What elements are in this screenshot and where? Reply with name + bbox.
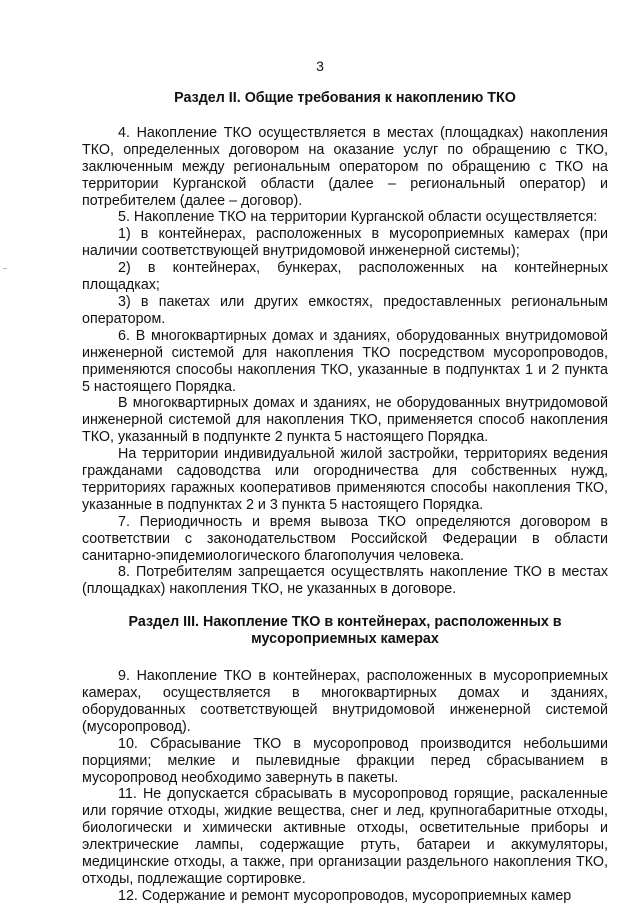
paragraph-6-continued-1: В многоквартирных домах и зданиях, не оборудованных внутридомовой инженерной системой для накопления ТКО, применяется способ накопления ТКО, указанный в подпункте 2 пункта 5 настоящего Порядка. [82, 395, 608, 446]
paragraph-6-continued-2: На территории индивидуальной жилой застройки, территориях ведения гражданами садоводства или огородничества для собственных нужд, территориях гаражных кооперативов применяются способы накопления ТКО, указанные в подпунктах 2 и 3 пункта 5 настоящего Порядка. [82, 446, 608, 513]
paragraph-4: 4. Накопление ТКО осуществляется в местах (площадках) накопления ТКО, определенных договором на оказание услуг по обращению с ТКО, заключенным между региональным оператором по обращению с ТКО на территории Курганской области (далее – региональный оператор) и потребителем (далее – договор). [82, 124, 608, 209]
paragraph-8: 8. Потребителям запрещается осуществлять накопление ТКО в местах (площадках) накопления ТКО, не указанных в договоре. [82, 564, 608, 598]
paragraph-10: 10. Сбрасывание ТКО в мусоропровод производится небольшими порциями; мелкие и пылевидные фракции перед сбрасыванием в мусоропровод необходимо завернуть в пакеты. [82, 735, 608, 786]
paragraph-5: 5. Накопление ТКО на территории Курганской области осуществляется: [118, 209, 598, 226]
paragraph-5-item-1: 1) в контейнерах, расположенных в мусороприемных камерах (при наличии соответствующей внутридомовой инженерной системы); [82, 226, 608, 260]
paragraph-5-item-3: 3) в пакетах или других емкостях, предоставленных региональным оператором. [82, 293, 608, 327]
paragraph-9: 9. Накопление ТКО в контейнерах, расположенных в мусороприемных камерах, осуществляется в многоквартирных домах и зданиях, оборудованных соответствующей внутридомовой инженерной системой (мусоропровод). [82, 668, 608, 735]
section-3-heading [82, 614, 608, 648]
paragraph-6: 6. В многоквартирных домах и зданиях, оборудованных внутридомовой инженерной системой для накопления ТКО посредством мусоропроводов, применяются способы накопления ТКО, указанные в подпунктах 1 и 2 пункта 5 настоящего Порядка. [82, 327, 608, 395]
paragraph-11: 11. Не допускается сбрасывать в мусоропровод горящие, раскаленные или горячие отходы, жидкие вещества, снег и лед, крупногабаритные отходы, биологически и химически активные отходы, осветительные приборы и электрические лампы, содержащие ртуть, батареи и аккумуляторы, медицинские отходы, а также, при организации раздельного накопления ТКО, отходы, подлежащие сортировке. [82, 786, 608, 887]
section-2-heading: Раздел II. Общие требования к накоплению ТКО [174, 90, 516, 106]
margin-mark [3, 268, 7, 269]
section-3-heading-line-2: мусороприемных камерах [251, 631, 439, 648]
page-number: 3 [316, 58, 324, 74]
paragraph-12: 12. Содержание и ремонт мусоропроводов, мусороприемных камер [118, 887, 572, 904]
page-content [82, 90, 608, 905]
paragraph-7: 7. Периодичность и время вывоза ТКО определяются договором в соответствии с законодательством Российской Федерации в области санитарно-эпидемиологического благополучия человека. [82, 513, 608, 564]
paragraph-5-item-2: 2) в контейнерах, бункерах, расположенных на контейнерных площадках; [82, 260, 608, 294]
section-3-heading-line-1: Раздел III. Накопление ТКО в контейнерах, расположенных в [128, 614, 562, 631]
